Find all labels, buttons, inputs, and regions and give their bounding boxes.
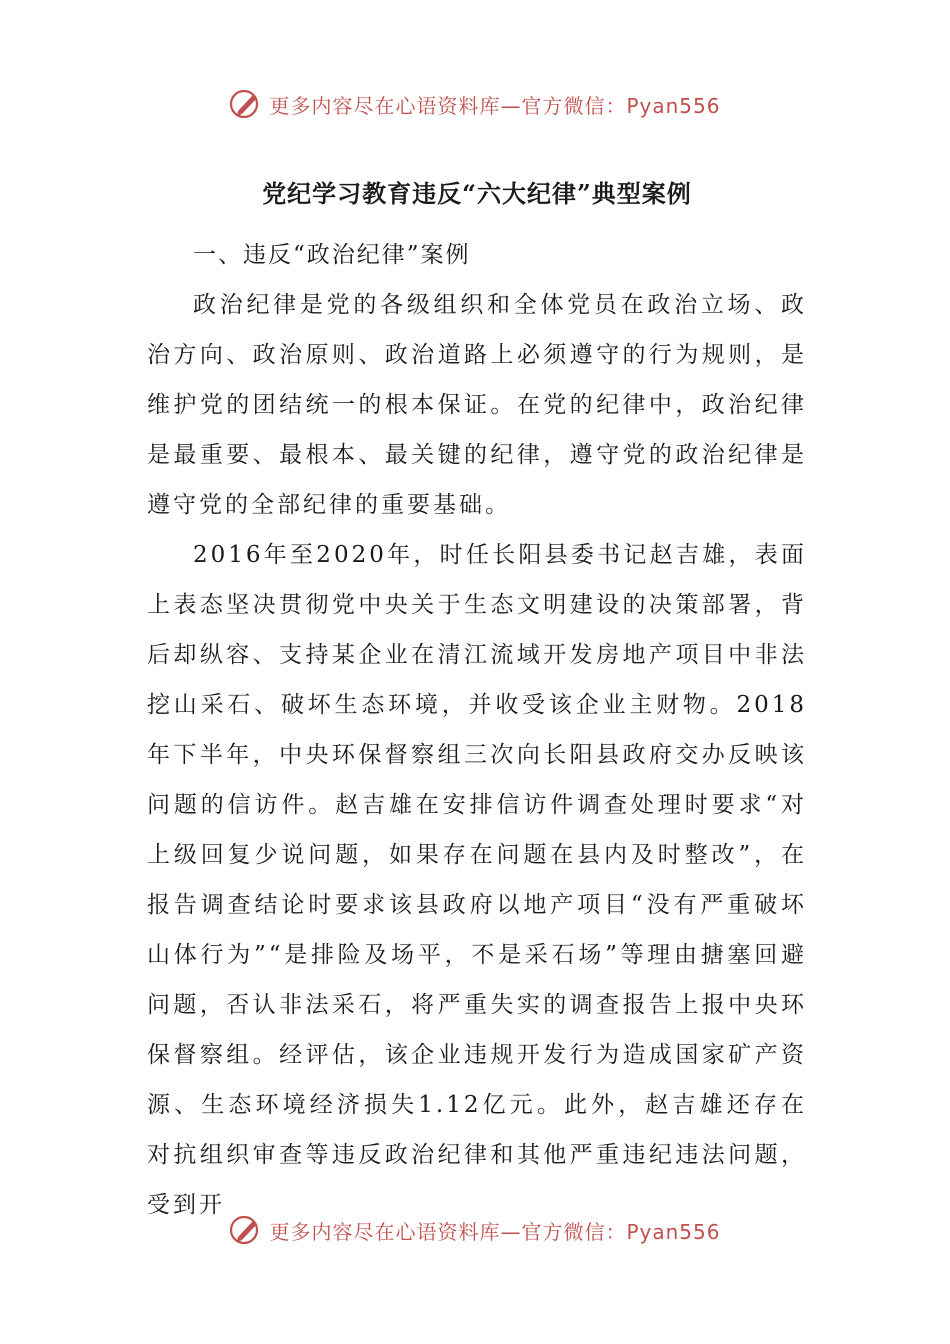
watermark-footer [0,1208,950,1252]
watermark-text: 更多内容尽在心语资料库—官方微信：Pyan556 [269,1219,721,1244]
watermark-text: 更多内容尽在心语资料库—官方微信：Pyan556 [269,93,721,118]
paragraph-case-zhao-jixiong: 2016年至2020年，时任长阳县委书记赵吉雄，表面上表态坚决贯彻党中央关于生态文明建设的决策部署，背后却纵容、支持某企业在清江流域开发房地产项目中非法挖山采石、破坏生态环境，并收受该企业主财物。2018年下半年，中央环保督察组三次向长阳县政府交办反映该问题的信访件。赵吉雄在安排信访件调查处理时要求“对上级回复少说问题，如果存在问题在县内及时整改”，在报告调查结论时要求该县政府以地产项目“没有严重破坏山体行为”“是排险及场平，不是采石场”等理由搪塞回避问题，否认非法采石，将严重失实的调查报告上报中央环保督察组。经评估，该企业违规开发行为造成国家矿产资源、生态环境经济损失1.12亿元。此外，赵吉雄还存在对抗组织审查等违反政治纪律和其他严重违纪违法问题，受到开 [147,542,807,1218]
pen-circle-logo-icon [229,1213,263,1247]
watermark-header [0,82,950,126]
document-title: 党纪学习教育违反“六大纪律”典型案例 [262,179,692,208]
pen-circle-logo-icon [229,87,263,121]
section-heading: 一、违反“政治纪律”案例 [193,242,471,268]
document-body [147,168,807,1230]
paragraph-political-discipline-definition: 政治纪律是党的各级组织和全体党员在政治立场、政治方向、政治原则、政治道路上必须遵守的行为规则，是维护党的团结统一的根本保证。在党的纪律中，政治纪律是最重要、最根本、最关键的纪律，遵守党的政治纪律是遵守党的全部纪律的重要基础。 [147,292,807,518]
